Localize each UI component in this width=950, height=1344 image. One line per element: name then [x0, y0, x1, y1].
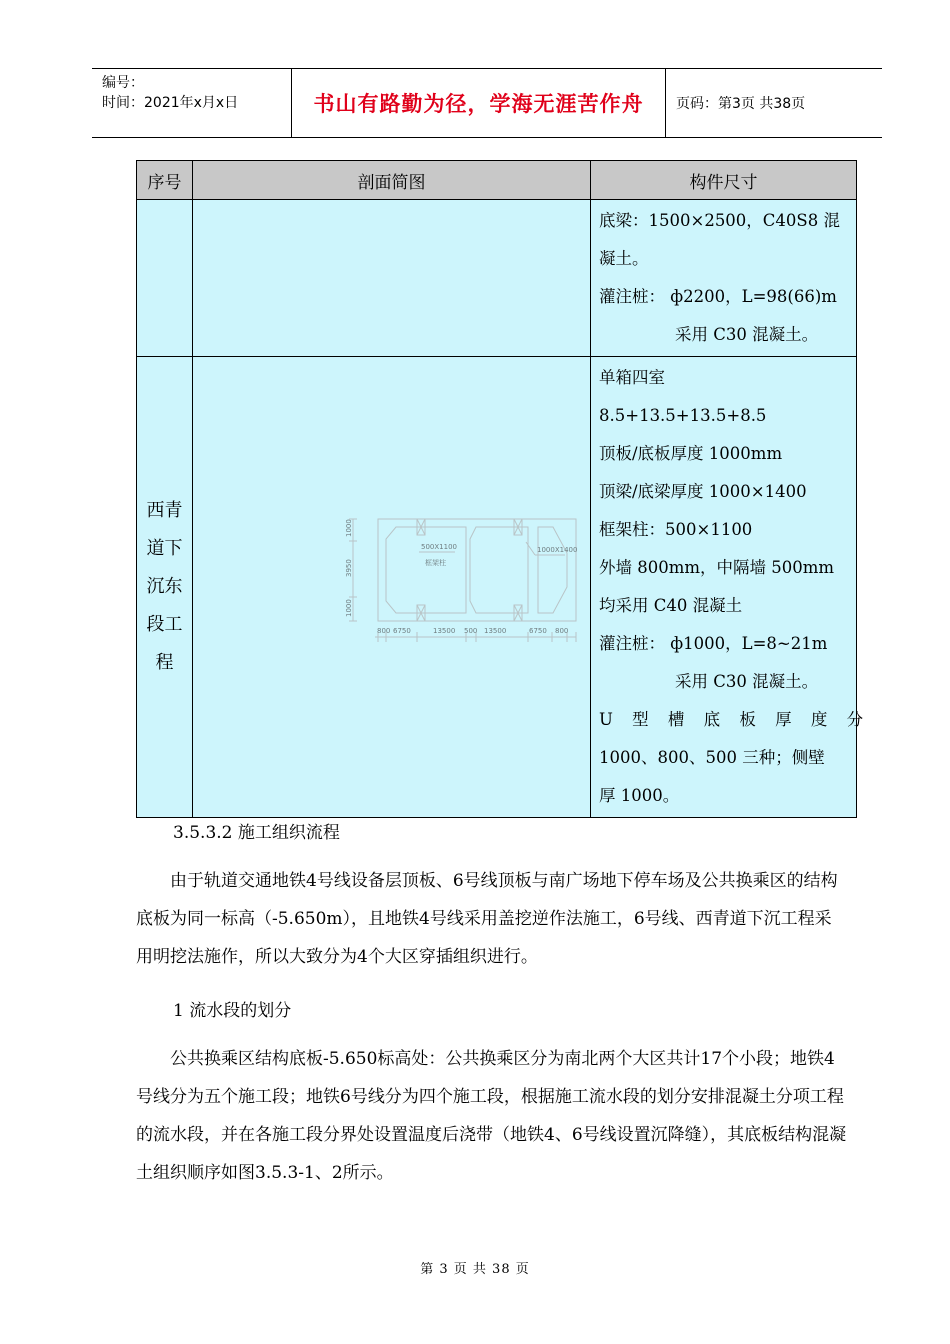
- row2-dimensions: [591, 357, 871, 818]
- page-header: [92, 68, 882, 138]
- dim-line: 灌注桩： ф1000，L=8~21m: [599, 634, 828, 653]
- row1-drawing: [193, 200, 591, 357]
- dim-label: 3950: [345, 559, 353, 577]
- header-meta: [92, 69, 292, 137]
- dim-label: 1000: [345, 599, 353, 617]
- dim-line: 框架柱：500×1100: [599, 520, 753, 539]
- beam-size-label: 1000X1400: [537, 546, 578, 554]
- dim-line: 凝土。: [599, 249, 649, 268]
- section-drawing: [193, 497, 591, 677]
- header-motto: 书山有路勤为径，学海无涯苦作舟: [292, 69, 666, 137]
- dim-line: 顶板/底板厚度 1000mm: [599, 444, 783, 463]
- dim-line: 厚 1000。: [599, 786, 680, 805]
- dim-label: 800: [555, 627, 569, 635]
- dim-label: 13500: [484, 627, 507, 635]
- column-size-label: 500X1100: [421, 543, 457, 551]
- dim-label: 6750: [529, 627, 547, 635]
- row2-drawing: [193, 357, 591, 818]
- dim-line: 外墙 800mm，中隔墙 500mm: [599, 558, 835, 577]
- paragraph: 由于轨道交通地铁4号线设备层顶板、6号线顶板与南广场地下停车场及公共换乘区的结构底板为同一标高（-5.650m），且地铁4号线采用盖挖逆作法施工，6号线、西青道下沉工程采用明挖法施作，所以大致分为4个大区穿插组织进行。: [136, 871, 838, 967]
- column-label: 框架柱: [425, 559, 446, 567]
- paragraph: 公共换乘区结构底板-5.650标高处：公共换乘区分为南北两个大区共计17个小段；地铁4号线分为五个施工段；地铁6号线分为四个施工段，根据施工流水段的划分安排混凝土分项工程的流水段，并在各施工段分界处设置温度后浇带（地铁4、6号线设置沉降缝），其底板结构混凝土组织顺序如图3.5.3-1、2所示。: [136, 1049, 847, 1183]
- dim-line: 采用 C30 混凝土。: [675, 672, 819, 691]
- col-header-number: 序号: [137, 161, 193, 200]
- row1-number: [137, 200, 193, 357]
- subsection-title: 1 流水段的划分: [173, 1001, 292, 1021]
- table-header-row: [137, 161, 857, 200]
- project-name: 西青道下沉东段工程: [146, 500, 183, 673]
- dim-line: 采用 C30 混凝土。: [675, 325, 819, 344]
- section-title: 3.5.3.2 施工组织流程: [173, 823, 340, 843]
- dim-label: 6750: [393, 627, 411, 635]
- table-row: [137, 200, 857, 357]
- dim-label: 13500: [433, 627, 456, 635]
- dim-label: 800: [377, 627, 391, 635]
- row1-dimensions: [591, 200, 857, 357]
- header-page-number: 页码：第3页 共38页: [676, 96, 806, 112]
- col-header-dimensions: 构件尺寸: [591, 161, 857, 200]
- dim-line: 均采用 C40 混凝土: [599, 596, 743, 615]
- time-label: 时间：2021年x月x日: [102, 95, 239, 111]
- serial-label: 编号：: [102, 75, 144, 91]
- dim-line: 底梁：1500×2500，C40S8 混: [599, 211, 840, 230]
- page-footer: 第 3 页 共 38 页: [420, 1262, 530, 1277]
- dim-line: 单箱四室: [599, 368, 665, 387]
- spec-table: [136, 160, 871, 818]
- row2-number: [137, 357, 193, 818]
- dim-label: 1000: [345, 519, 353, 537]
- dim-line: 8.5+13.5+13.5+8.5: [599, 406, 767, 425]
- col-header-section: 剖面简图: [193, 161, 591, 200]
- dim-line: 灌注桩： ф2200，L=98(66)m: [599, 287, 837, 306]
- table-row: [137, 357, 857, 818]
- dim-line: 顶梁/底梁厚度 1000×1400: [599, 482, 807, 501]
- dim-line: 1000、800、500 三种；侧壁: [599, 748, 825, 767]
- dim-label: 500: [464, 627, 478, 635]
- dim-line: U 型 槽 底 板 厚 度 分: [599, 710, 871, 729]
